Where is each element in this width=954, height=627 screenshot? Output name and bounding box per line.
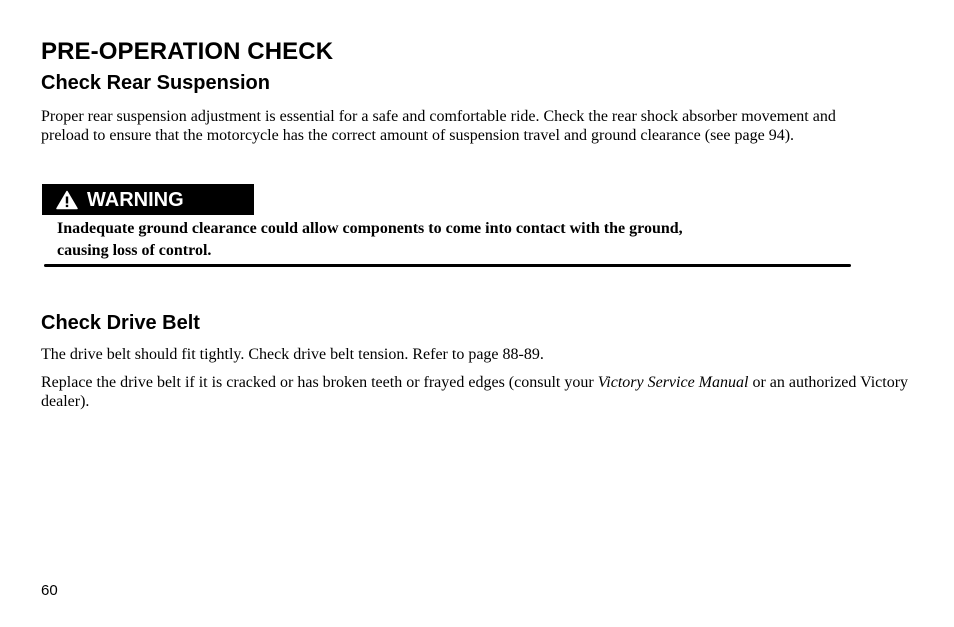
warning-triangle-icon	[56, 190, 78, 210]
service-manual-title: Victory Service Manual	[597, 374, 749, 391]
warning-label: WARNING	[87, 188, 184, 211]
page-title: PRE-OPERATION CHECK	[41, 38, 334, 65]
section-heading-drive-belt: Check Drive Belt	[41, 312, 200, 334]
warning-text	[57, 218, 817, 262]
page-number: 60	[41, 582, 58, 599]
warning-text-line-1: Inadequate ground clearance could allow components to come into contact with the ground,	[57, 220, 683, 237]
drive-belt-paragraph-2-end: or an authorized Victory dealer).	[41, 374, 909, 410]
warning-banner	[42, 184, 254, 215]
drive-belt-paragraph-2-start: Replace the drive belt if it is cracked or has broken teeth or frayed edges (consult your	[41, 374, 598, 391]
warning-text-line-2: causing loss of control.	[57, 242, 212, 259]
warning-divider	[44, 264, 851, 267]
section-heading-rear-suspension: Check Rear Suspension	[41, 72, 270, 94]
drive-belt-paragraph-2	[41, 374, 921, 411]
drive-belt-paragraph-1: The drive belt should fit tightly. Check drive belt tension. Refer to page 88-89.	[41, 346, 544, 363]
rear-suspension-paragraph: Proper rear suspension adjustment is essential for a safe and comfortable ride. Check the rear shock absorber movement and preload to ensure that the motorcycle has the correct amount of suspension travel and ground clearance (see page 94).	[41, 108, 836, 144]
